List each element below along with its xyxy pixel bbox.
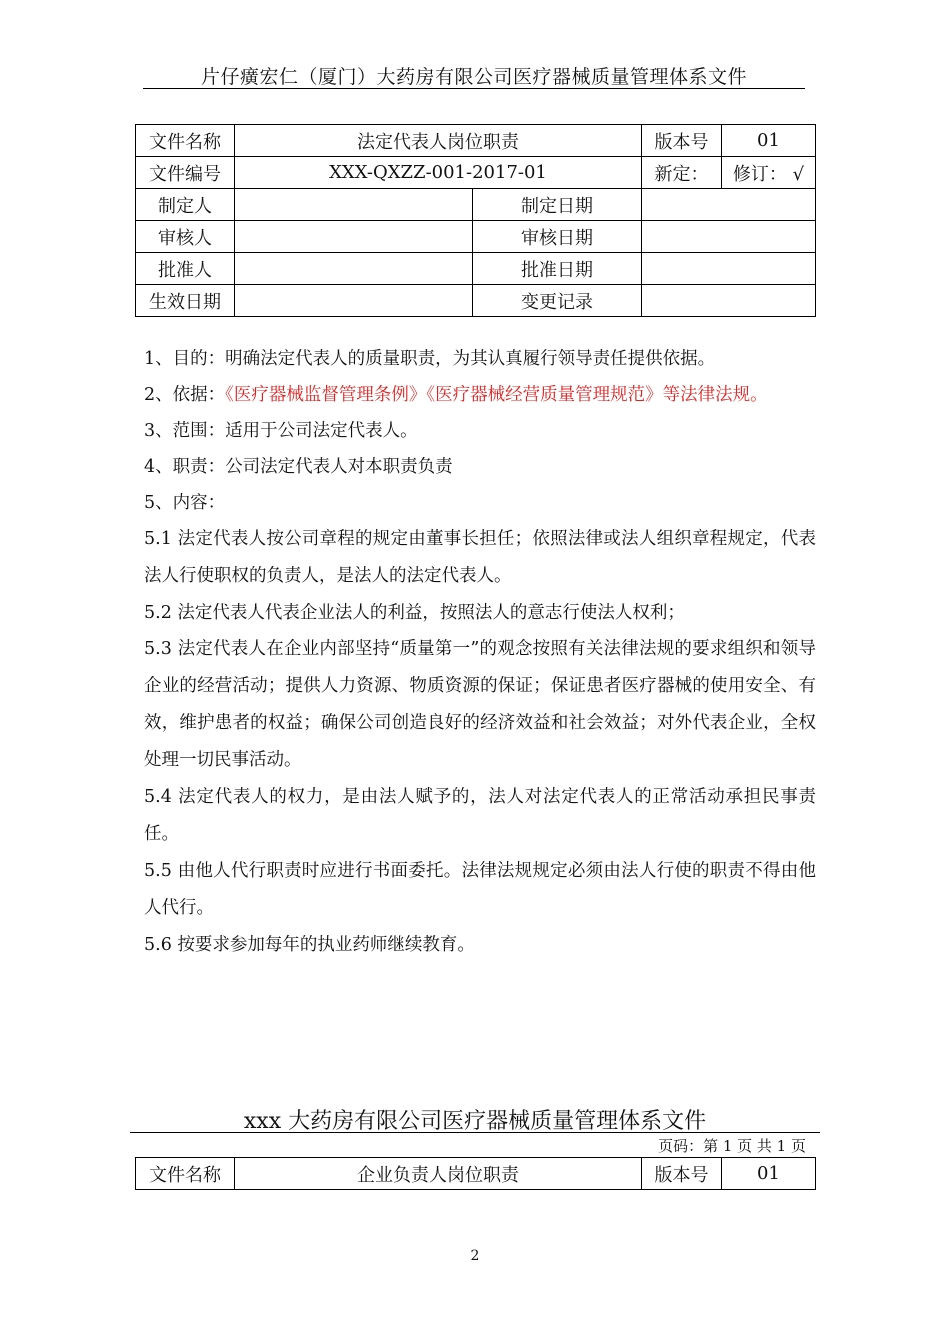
approval-date-label: 批准日期	[473, 253, 642, 285]
review-date-label: 审核日期	[473, 221, 642, 253]
duty-paragraph: 4、职责：公司法定代表人对本职责负责	[144, 457, 453, 477]
approver-value	[235, 253, 473, 285]
approver-label: 批准人	[136, 253, 235, 285]
header-divider	[143, 88, 805, 89]
author-date-label: 制定日期	[473, 189, 642, 221]
reviewer-value	[235, 221, 473, 253]
content-item-5-4: 5.4 法定代表人的权力，是由法人赋予的，法人对法定代表人的正常活动承担民事责任。	[144, 787, 816, 844]
file-name-value: 法定代表人岗位职责	[235, 125, 642, 157]
table-row	[136, 157, 816, 189]
content-item-5-3: 5.3 法定代表人在企业内部坚持“质量第一”的观念按照有关法律法规的要求组织和领导企业的经营活动；提供人力资源、物质资源的保证；保证患者医疗器械的使用安全、有效，维护患者的权益；确保公司创造良好的经济效益和社会效益；对外代表企业，全权处理一切民事活动。	[144, 639, 816, 770]
next-page-header-title: xxx 大药房有限公司医疗器械质量管理体系文件	[243, 1109, 707, 1134]
table-row	[136, 285, 816, 317]
document-body	[144, 341, 816, 963]
version-value: 01	[722, 125, 816, 157]
file-name-value: 企业负责人岗位职责	[235, 1158, 642, 1190]
author-value	[235, 189, 473, 221]
change-record-value	[642, 285, 816, 317]
effective-date-value	[235, 285, 473, 317]
basis-paragraph	[144, 377, 816, 413]
author-date-value	[642, 189, 816, 221]
purpose-paragraph: 1、目的：明确法定代表人的质量职责，为其认真履行领导责任提供依据。	[144, 349, 716, 369]
new-label: 新定：	[642, 157, 722, 189]
table-row	[136, 1158, 816, 1190]
page-info: 页码：第 1 页 共 1 页	[658, 1137, 806, 1155]
file-code-label: 文件编号	[136, 157, 235, 189]
next-page-info-table	[135, 1157, 816, 1190]
author-label: 制定人	[136, 189, 235, 221]
basis-regulations: 《医疗器械监督管理条例》《医疗器械经营质量管理规范》等法律法规。	[225, 385, 768, 405]
reviewer-label: 审核人	[136, 221, 235, 253]
next-page-header-divider	[130, 1132, 820, 1133]
version-label: 版本号	[642, 125, 722, 157]
table-row	[136, 189, 816, 221]
document-header-title: 片仔癀宏仁（厦门）大药房有限公司医疗器械质量管理体系文件	[200, 66, 747, 88]
file-code-value: XXX-QXZZ-001-2017-01	[235, 157, 642, 189]
document-info-table	[135, 124, 816, 317]
content-item-5-5: 5.5 由他人代行职责时应进行书面委托。法律法规规定必须由法人行使的职责不得由他人代行。	[144, 861, 816, 918]
version-value: 01	[722, 1158, 816, 1190]
review-date-value	[642, 221, 816, 253]
table-row	[136, 221, 816, 253]
table-row	[136, 125, 816, 157]
content-item-5-1: 5.1 法定代表人按公司章程的规定由董事长担任；依照法律或法人组织章程规定，代表法人行使职权的负责人，是法人的法定代表人。	[144, 529, 816, 586]
content-heading: 5、内容：	[144, 493, 226, 513]
content-item-5-2: 5.2 法定代表人代表企业法人的利益，按照法人的意志行使法人权利；	[144, 603, 685, 623]
revision-label: 修订： √	[722, 157, 816, 189]
change-record-label: 变更记录	[473, 285, 642, 317]
file-name-label: 文件名称	[136, 1158, 235, 1190]
table-row	[136, 253, 816, 285]
approval-date-value	[642, 253, 816, 285]
effective-date-label: 生效日期	[136, 285, 235, 317]
file-name-label: 文件名称	[136, 125, 235, 157]
scope-paragraph: 3、范围：适用于公司法定代表人。	[144, 421, 418, 441]
basis-prefix: 2、依据：	[144, 385, 226, 405]
page-number: 2	[470, 1248, 480, 1264]
content-item-5-6: 5.6 按要求参加每年的执业药师继续教育。	[144, 935, 475, 955]
version-label: 版本号	[642, 1158, 722, 1190]
